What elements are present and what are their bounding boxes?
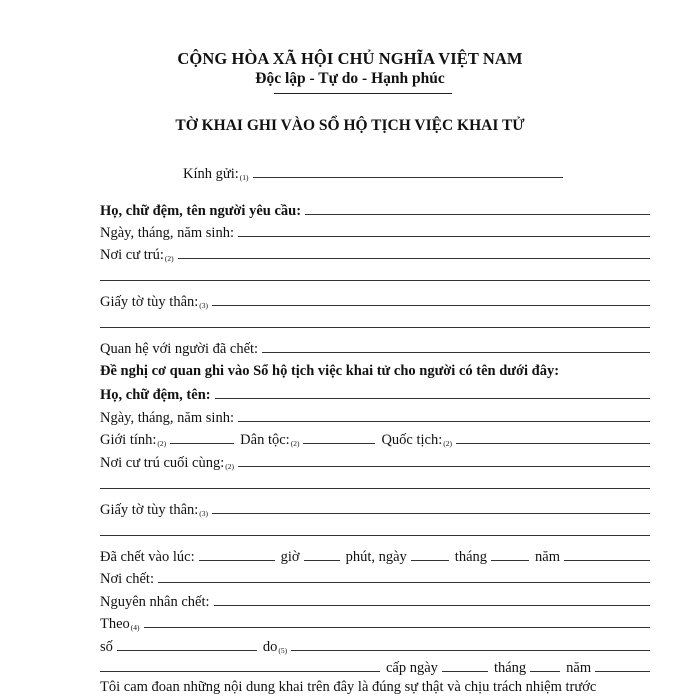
- last-residence-row: [100, 449, 650, 471]
- requester-id-row: [100, 288, 650, 310]
- death-day-field[interactable]: [411, 560, 449, 561]
- death-month-field[interactable]: [491, 560, 529, 561]
- ethnicity-field[interactable]: [303, 443, 375, 444]
- document-number-field[interactable]: [117, 650, 257, 651]
- requester-residence-note: (2): [164, 254, 174, 263]
- requester-residence-label: Nơi cư trú:: [100, 247, 164, 263]
- per-document-row: [100, 610, 650, 632]
- requester-id-extra-line[interactable]: [100, 327, 650, 328]
- ethnicity-label: Dân tộc:: [240, 432, 290, 448]
- last-residence-extra-line[interactable]: [100, 488, 650, 489]
- request-statement: Đề nghị cơ quan ghi vào Sổ hộ tịch việc khai tử cho người có tên dưới đây:: [100, 363, 560, 379]
- death-year-field[interactable]: [564, 560, 650, 561]
- death-place-row: [100, 565, 650, 587]
- requester-residence-extra-line[interactable]: [100, 280, 650, 281]
- deceased-identity-row: [100, 426, 650, 448]
- recipient-label: Kính gửi:: [183, 166, 239, 182]
- ethnicity-note: (2): [290, 439, 300, 448]
- recipient-field[interactable]: [253, 177, 563, 178]
- request-statement-row: [100, 357, 650, 379]
- requester-name-field[interactable]: [305, 214, 650, 215]
- requester-residence-field[interactable]: [178, 258, 650, 259]
- death-minute-field[interactable]: [304, 560, 340, 561]
- requester-dob-label: Ngày, tháng, năm sinh:: [100, 225, 234, 241]
- document-number-row: [100, 633, 650, 655]
- requester-id-note: (3): [199, 301, 209, 310]
- deceased-id-row: [100, 496, 650, 518]
- year-label: năm: [535, 549, 560, 565]
- per-document-field[interactable]: [144, 627, 650, 628]
- recipient-row: [183, 160, 563, 182]
- death-hour-field[interactable]: [199, 560, 275, 561]
- deceased-dob-row: [100, 404, 650, 426]
- last-residence-field[interactable]: [238, 466, 650, 467]
- issue-month-label: tháng: [493, 660, 527, 676]
- deceased-id-extra-line[interactable]: [100, 535, 650, 536]
- issue-year-field[interactable]: [595, 671, 650, 672]
- death-time-row: [100, 543, 650, 565]
- last-residence-note: (2): [225, 462, 234, 471]
- deceased-name-field[interactable]: [215, 398, 650, 399]
- month-label: tháng: [454, 549, 488, 565]
- deceased-name-label: Họ, chữ đệm, tên:: [100, 387, 211, 403]
- recipient-note: (1): [239, 173, 249, 182]
- requester-dob-field[interactable]: [238, 236, 650, 237]
- deceased-id-note: (3): [199, 509, 209, 518]
- deceased-dob-field[interactable]: [238, 421, 650, 422]
- requester-residence-row: [100, 241, 650, 263]
- requester-name-row: [100, 197, 650, 219]
- motto-underline: [274, 93, 452, 94]
- requester-id-field[interactable]: [212, 305, 650, 306]
- death-place-label: Nơi chết:: [100, 571, 154, 587]
- issue-date-label: cấp ngày: [386, 660, 438, 676]
- number-label: số: [100, 639, 113, 655]
- issuer-extra-field[interactable]: [100, 671, 380, 672]
- deceased-dob-label: Ngày, tháng, năm sinh:: [100, 410, 234, 426]
- gender-field[interactable]: [170, 443, 234, 444]
- per-note: (4): [130, 623, 140, 632]
- issuer-note: (5): [278, 646, 288, 655]
- relation-label: Quan hệ với người đã chết:: [100, 341, 259, 357]
- motto-heading: Độc lập - Tự do - Hạnh phúc: [255, 70, 445, 87]
- deceased-name-row: [100, 381, 650, 403]
- issuer-label: do: [262, 639, 278, 655]
- gender-note: (2): [157, 439, 167, 448]
- nationality-note: (2): [443, 439, 453, 448]
- requester-id-label: Giấy tờ tùy thân:: [100, 294, 199, 310]
- deceased-id-label: Giấy tờ tùy thân:: [100, 502, 199, 518]
- hour-label: giờ: [280, 549, 300, 565]
- issue-date-row: [100, 654, 650, 676]
- form-title: TỜ KHAI GHI VÀO SỔ HỘ TỊCH VIỆC KHAI TỬ: [175, 117, 525, 134]
- minute-day-label: phút, ngày: [345, 549, 407, 565]
- gender-label: Giới tính:: [100, 432, 157, 448]
- commitment-text: Tôi cam đoan những nội dung khai trên đây là đúng sự thật và chịu trách nhiệm trước: [100, 679, 597, 695]
- death-time-label: Đã chết vào lúc:: [100, 549, 195, 565]
- relation-row: [100, 335, 650, 357]
- requester-dob-row: [100, 219, 650, 241]
- death-cause-row: [100, 588, 650, 610]
- issue-year-label: năm: [566, 660, 592, 676]
- death-place-field[interactable]: [158, 582, 650, 583]
- issuer-field[interactable]: [291, 650, 650, 651]
- last-residence-label: Nơi cư trú cuối cùng:: [100, 455, 225, 471]
- requester-name-label: Họ, chữ đệm, tên người yêu cầu:: [100, 203, 302, 219]
- nationality-field[interactable]: [456, 443, 650, 444]
- country-heading: CỘNG HÒA XÃ HỘI CHỦ NGHĨA VIỆT NAM: [177, 49, 523, 68]
- nationality-label: Quốc tịch:: [381, 432, 443, 448]
- per-label: Theo: [100, 616, 130, 632]
- relation-field[interactable]: [262, 352, 650, 353]
- deceased-id-field[interactable]: [212, 513, 650, 514]
- issue-day-field[interactable]: [442, 671, 488, 672]
- death-cause-field[interactable]: [214, 605, 650, 606]
- death-cause-label: Nguyên nhân chết:: [100, 594, 210, 610]
- issue-month-field[interactable]: [530, 671, 560, 672]
